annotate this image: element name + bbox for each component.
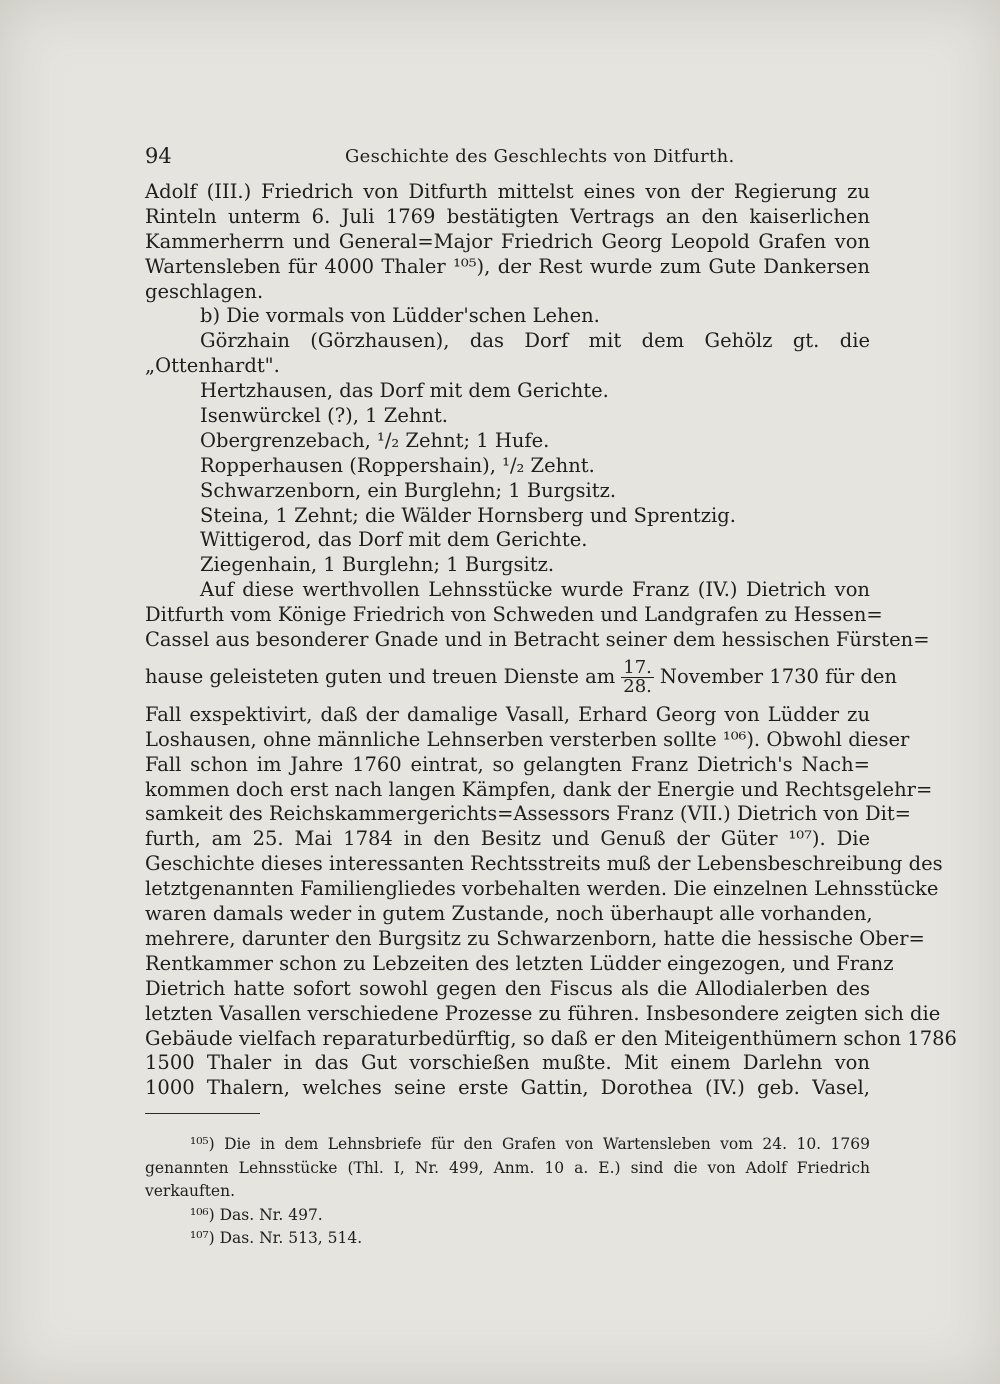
page-header: [145, 144, 870, 172]
fief-item: Görzhain (Görzhausen), das Dorf mit dem Gehölz gt. die: [200, 329, 870, 353]
text-line: waren damals weder in gutem Zustande, noch überhaupt alle vorhanden,: [145, 902, 873, 926]
text-line: Rentkammer schon zu Lebzeiten des letzten Lüdder eingezogen, und Franz: [145, 951, 894, 975]
text-line: Geschichte dieses interessanten Rechtsstreits muß der Lebensbeschreibung des: [145, 852, 943, 876]
footnote-105-cont: genannten Lehnsstücke (Thl. I, Nr. 499, Anm. 10 a. E.) sind die von Adolf Friedrich: [145, 1158, 870, 1177]
footnote-105: ¹⁰⁵) Die in dem Lehnsbriefe für den Grafen von Wartensleben vom 24. 10. 1769: [190, 1135, 870, 1153]
fief-item: Ropperhausen (Roppershain), ¹/₂ Zehnt.: [200, 453, 595, 477]
text-line: 1000 Thalern, welches seine erste Gattin, Dorothea (IV.) geb. Vasel,: [145, 1076, 870, 1100]
text-line: Fall schon im Jahre 1760 eintrat, so gelangten Franz Dietrich's Nach=: [145, 752, 870, 776]
date-fraction: [621, 659, 654, 696]
footnotes: [145, 1133, 870, 1251]
date-line-before: hause geleisteten guten und treuen Dienste am: [145, 665, 616, 689]
paragraph-start: Auf diese werthvollen Lehnsstücke wurde Franz (IV.) Dietrich von: [200, 578, 870, 602]
text-line: kommen doch erst nach langen Kämpfen, dank der Energie und Rechtsgelehr=: [145, 777, 933, 801]
footnote-divider: [145, 1113, 260, 1114]
page-number: 94: [145, 144, 172, 168]
text-line: „Ottenhardt".: [145, 354, 280, 378]
text-line: Wartensleben für 4000 Thaler ¹⁰⁵), der Rest wurde zum Gute Dankersen: [145, 254, 870, 278]
fraction-bottom: 28.: [623, 676, 652, 698]
fief-item: Isenwürckel (?), 1 Zehnt.: [200, 404, 449, 428]
main-text: [145, 180, 957, 1101]
footnote-106: ¹⁰⁶) Das. Nr. 497.: [190, 1205, 323, 1224]
fief-item: Obergrenzebach, ¹/₂ Zehnt; 1 Hufe.: [200, 428, 550, 452]
fief-item: Steina, 1 Zehnt; die Wälder Hornsberg und Sprentzig.: [200, 503, 736, 527]
date-line-after: November 1730 für den: [659, 665, 897, 689]
text-line: letzten Vasallen verschiedene Prozesse zu führen. Insbesondere zeigten sich die: [145, 1001, 941, 1025]
text-line: Adolf (III.) Friedrich von Ditfurth mittelst eines von der Regierung zu: [145, 180, 870, 203]
fief-item: Wittigerod, das Dorf mit dem Gerichte.: [200, 528, 588, 552]
text-line: samkeit des Reichskammergerichts=Assessors Franz (VII.) Dietrich von Dit=: [145, 802, 912, 826]
text-line: Rinteln unterm 6. Juli 1769 bestätigten Vertrags an den kaiserlichen: [145, 204, 870, 228]
footnote-105-end: verkauften.: [145, 1182, 236, 1200]
text-line: Ditfurth vom Könige Friedrich von Schweden und Landgrafen zu Hessen=: [145, 603, 883, 627]
section-heading: b) Die vormals von Lüdder'schen Lehen.: [200, 304, 600, 328]
text-line: letztgenannten Familiengliedes vorbehalten werden. Die einzelnen Lehnsstücke: [145, 877, 939, 901]
text-line: mehrere, darunter den Burgsitz zu Schwarzenborn, hatte die hessische Ober=: [145, 926, 925, 950]
fief-item: Schwarzenborn, ein Burglehn; 1 Burgsitz.: [200, 478, 617, 502]
footnote-107: ¹⁰⁷) Das. Nr. 513, 514.: [190, 1229, 363, 1247]
text-line: Kammerherrn und General=Major Friedrich Georg Leopold Grafen von: [145, 229, 870, 253]
text-line: geschlagen.: [145, 279, 264, 303]
fief-item: Hertzhausen, das Dorf mit dem Gerichte.: [200, 379, 609, 403]
text-line: Gebäude vielfach reparaturbedürftig, so daß er den Miteigenthümern schon 1786: [145, 1026, 957, 1050]
text-line: Cassel aus besonderer Gnade und in Betracht seiner dem hessischen Fürsten=: [145, 628, 930, 652]
running-title: Geschichte des Geschlechts von Ditfurth.: [345, 146, 735, 167]
text-line: furth, am 25. Mai 1784 in den Besitz und Genuß der Güter ¹⁰⁷). Die: [145, 827, 870, 851]
text-line: 1500 Thaler in das Gut vorschießen mußte. Mit einem Darlehn von: [145, 1051, 870, 1075]
text-line: Fall exspektivirt, daß der damalige Vasall, Erhard Georg von Lüdder zu: [145, 702, 870, 726]
fraction-top: 17.: [623, 657, 652, 679]
date-line: [145, 653, 897, 703]
fief-item: Ziegenhain, 1 Burglehn; 1 Burgsitz.: [200, 553, 555, 577]
text-line: Dietrich hatte sofort sowohl gegen den Fiscus als die Allodialerben des: [145, 976, 870, 1000]
text-line: Loshausen, ohne männliche Lehnserben versterben sollte ¹⁰⁶). Obwohl dieser: [145, 727, 910, 751]
